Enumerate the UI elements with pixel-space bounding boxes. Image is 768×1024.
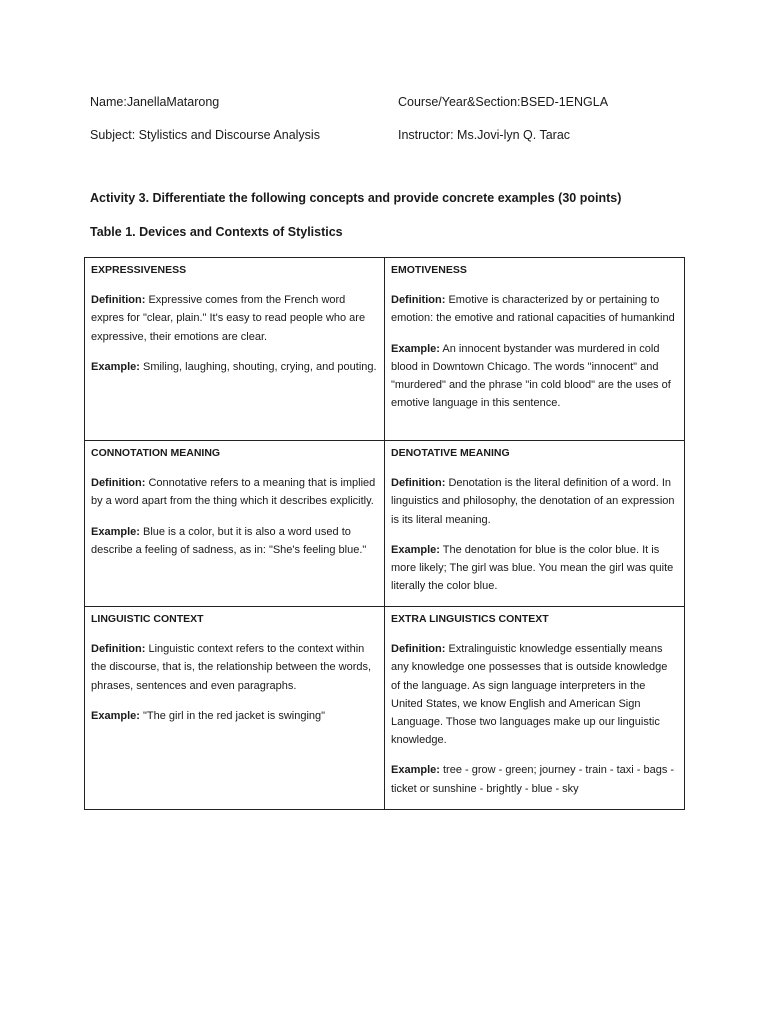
- definition-label: Definition:: [391, 294, 446, 307]
- example-label: Example:: [391, 342, 440, 355]
- example-text: "The girl in the red jacket is swinging": [142, 709, 326, 722]
- table-row: [85, 607, 685, 810]
- subject: Subject: Stylistics and Discourse Analysis: [90, 128, 320, 142]
- cell-example: [91, 358, 378, 376]
- table-row: [85, 258, 685, 441]
- definition-text: Extralinguistic knowledge essentially means any knowledge one possesses that is outside knowledge of the language. As sign language interpreters in the United States, we know English and American Sign Language. Those two languages make up our linguistic knowledge.: [391, 643, 668, 747]
- example-label: Example:: [91, 525, 140, 538]
- cell-expressiveness: [85, 258, 385, 441]
- definition-label: Definition:: [91, 643, 146, 656]
- table-row: [85, 441, 685, 607]
- cell-example: [391, 340, 678, 413]
- definition-label: Definition:: [391, 477, 446, 490]
- cell-emotiveness: [385, 258, 685, 441]
- definition-text: Linguistic context refers to the context within the discourse, that is, the relationship between the words, phrases, sentences and even paragraphs.: [91, 643, 372, 692]
- definition-label: Definition:: [391, 643, 446, 656]
- cell-definition: [91, 291, 378, 346]
- cell-definition: [391, 474, 678, 529]
- definition-text: Expressive comes from the French word expres for "clear, plain." It's easy to read people who are expressive, their emotions are clear.: [91, 294, 366, 343]
- cell-definition: [391, 640, 678, 749]
- cell-example: [91, 707, 378, 725]
- example-text: tree - grow - green; journey - train - taxi - bags - ticket or sunshine - brightly - blue - sky: [391, 764, 675, 795]
- definition-text: Emotive is characterized by or pertaining to emotion: the emotive and rational capacities of humankind: [391, 294, 675, 325]
- cell-example: [391, 541, 678, 596]
- instructor: Instructor: Ms.Jovi-lyn Q. Tarac: [398, 128, 571, 142]
- student-name: Name:JanellaMatarong: [90, 95, 220, 109]
- cell-extra-linguistics-context: [385, 607, 685, 810]
- definition-label: Definition:: [91, 477, 146, 490]
- cell-example: [91, 523, 378, 559]
- course-section: Course/Year&Section:BSED-1ENGLA: [398, 95, 609, 109]
- cell-heading: CONNOTATION MEANING: [91, 447, 221, 459]
- cell-connotation: [85, 441, 385, 607]
- cell-heading: DENOTATIVE MEANING: [391, 447, 510, 459]
- cell-heading: EXTRA LINGUISTICS CONTEXT: [391, 613, 549, 625]
- cell-example: [391, 761, 678, 797]
- cell-linguistic-context: [85, 607, 385, 810]
- cell-heading: LINGUISTIC CONTEXT: [91, 613, 204, 625]
- definition-text: Connotative refers to a meaning that is implied by a word apart from the thing which it describes explicitly.: [91, 477, 376, 508]
- stylistics-table: [84, 257, 685, 810]
- example-text: An innocent bystander was murdered in cold blood in Downtown Chicago. The words "innocent" and "murdered" and the phrase "in cold blood" are the uses of emotive language in this sentence.: [391, 342, 671, 410]
- example-text: Blue is a color, but it is also a word used to describe a feeling of sadness, as in: "She's feeling blue.": [91, 525, 367, 556]
- cell-heading: EMOTIVENESS: [391, 264, 467, 276]
- cell-definition: [91, 474, 378, 510]
- definition-text: Denotation is the literal definition of a word. In linguistics and philosophy, the denotation of an expression is its literal meaning.: [391, 477, 675, 526]
- cell-denotative: [385, 441, 685, 607]
- activity-title: Activity 3. Differentiate the following concepts and provide concrete examples (30 points): [90, 191, 622, 205]
- example-text: Smiling, laughing, shouting, crying, and pouting.: [142, 360, 377, 373]
- example-label: Example:: [391, 764, 440, 777]
- example-label: Example:: [91, 360, 140, 373]
- example-label: Example:: [91, 709, 140, 722]
- example-text: The denotation for blue is the color blue. It is more likely; The girl was blue. You mean the girl was quite literally the color blue.: [391, 543, 674, 593]
- table-title: Table 1. Devices and Contexts of Stylistics: [90, 225, 343, 239]
- cell-heading: EXPRESSIVENESS: [91, 264, 187, 276]
- example-label: Example:: [391, 543, 440, 556]
- cell-definition: [91, 640, 378, 695]
- cell-definition: [391, 291, 678, 327]
- definition-label: Definition:: [91, 294, 146, 307]
